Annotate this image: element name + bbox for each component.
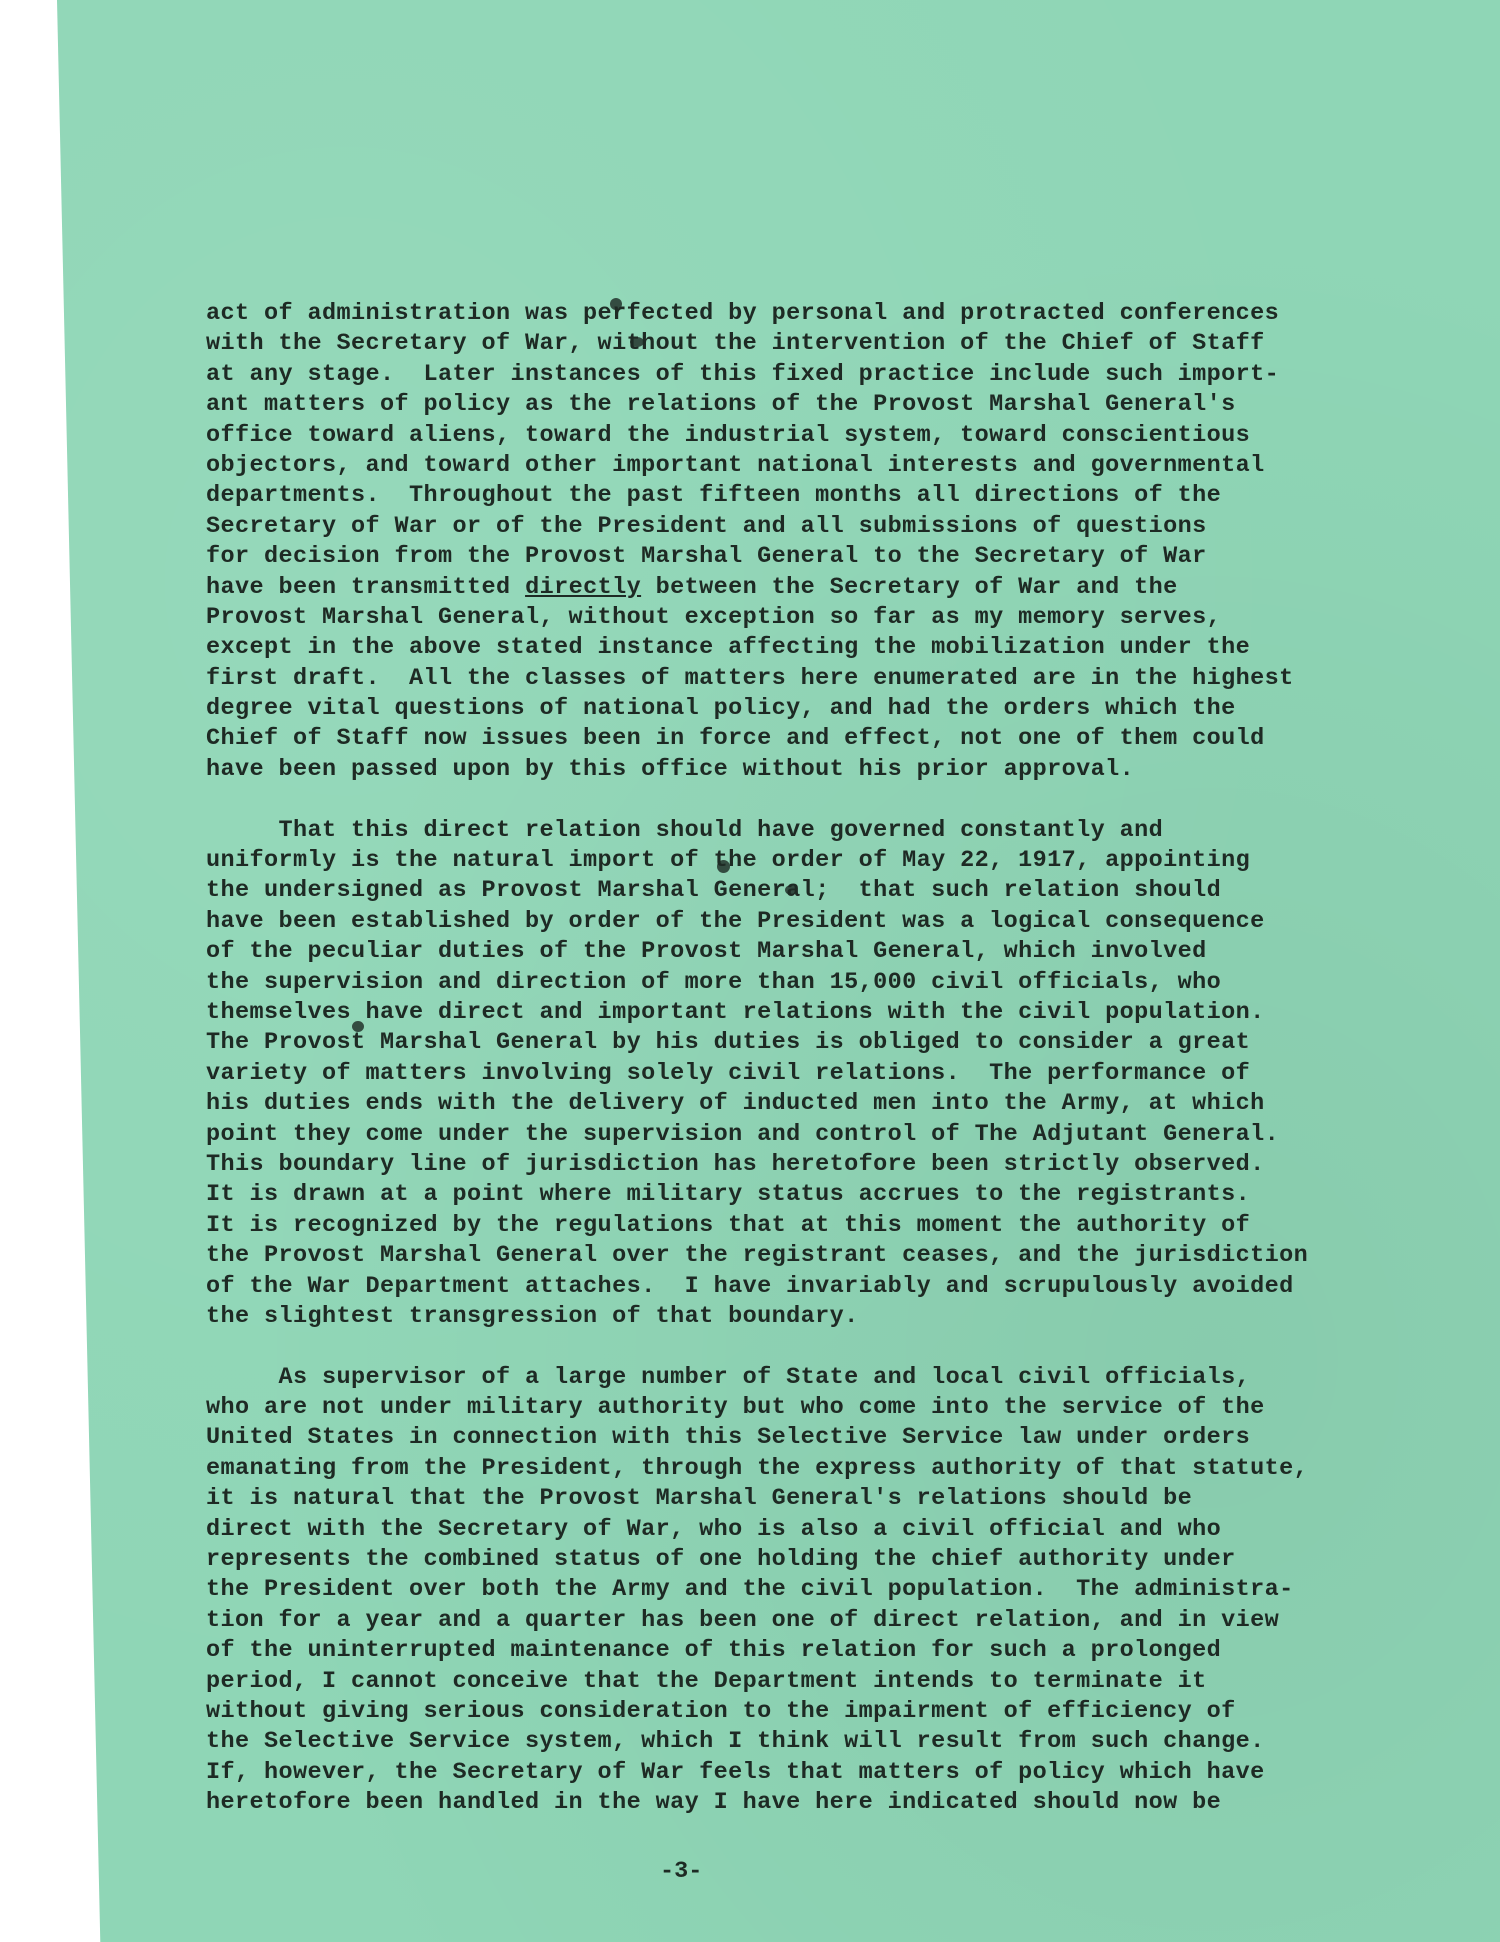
text-line: of the uninterrupted maintenance of this relation for such a prolonged <box>206 1637 1222 1665</box>
text-line: Chief of Staff now issues been in force and effect, not one of them could <box>206 725 1265 753</box>
text-line: departments. Throughout the past fifteen months all directions of the <box>206 482 1222 510</box>
text-line: This boundary line of jurisdiction has heretofore been strictly observed. <box>206 1150 1265 1178</box>
text-line: first draft. All the classes of matters here enumerated are in the highest <box>206 664 1294 692</box>
text-line: themselves have direct and important relations with the civil population. <box>206 998 1265 1026</box>
text-line: have been passed upon by this office without his prior approval. <box>206 755 1135 783</box>
text-line: ant matters of policy as the relations of the Provost Marshal General's <box>206 391 1236 419</box>
text-line: who are not under military authority but who come into the service of the <box>206 1394 1265 1422</box>
text-line: at any stage. Later instances of this fixed practice include such import- <box>206 360 1280 388</box>
text-line: variety of matters involving solely civil relations. The performance of <box>206 1059 1251 1087</box>
text-line: It is recognized by the regulations that at this moment the authority of <box>206 1211 1251 1239</box>
text-line: degree vital questions of national policy, and had the orders which the <box>206 695 1236 723</box>
text-line: the Provost Marshal General over the registrant ceases, and the jurisdiction <box>206 1242 1309 1270</box>
text-line: his duties ends with the delivery of inducted men into the Army, at which <box>206 1090 1265 1118</box>
text-line: As supervisor of a large number of State and local civil officials, <box>206 1363 1251 1391</box>
text-line: Secretary of War or of the President and all submissions of questions <box>206 512 1207 540</box>
text-line: the supervision and direction of more than 15,000 civil officials, who <box>206 968 1222 996</box>
text-line: of the peculiar duties of the Provost Marshal General, which involved <box>206 938 1207 966</box>
text-line: the slightest transgression of that boundary. <box>206 1302 859 1330</box>
text-line: period, I cannot conceive that the Department intends to terminate it <box>206 1667 1207 1695</box>
text-line: the undersigned as Provost Marshal General; that such relation should <box>206 877 1222 905</box>
text-line: represents the combined status of one holding the chief authority under <box>206 1546 1236 1574</box>
text-line: have been transmitted directly between the Secretary of War and the <box>206 573 1178 601</box>
text-line: it is natural that the Provost Marshal General's relations should be <box>206 1485 1193 1513</box>
paragraph-2 <box>206 816 1376 1333</box>
text-line: If, however, the Secretary of War feels that matters of policy which have <box>206 1758 1265 1786</box>
underlined-word: directly <box>525 573 642 601</box>
text-line: without giving serious consideration to the impairment of efficiency of <box>206 1697 1236 1725</box>
text-line: office toward aliens, toward the industrial system, toward conscientious <box>206 421 1251 449</box>
text-line: for decision from the Provost Marshal General to the Secretary of War <box>206 543 1207 571</box>
text-line: point they come under the supervision and control of The Adjutant General. <box>206 1120 1280 1148</box>
text-line: of the War Department attaches. I have invariably and scrupulously avoided <box>206 1272 1294 1300</box>
text-line: the President over both the Army and the civil population. The administra- <box>206 1576 1294 1604</box>
text-line: emanating from the President, through the express authority of that statute, <box>206 1454 1309 1482</box>
text-line: United States in connection with this Selective Service law under orders <box>206 1424 1251 1452</box>
page-number: -3- <box>660 1858 703 1885</box>
paragraph-3 <box>206 1363 1376 1819</box>
text-line: objectors, and toward other important national interests and governmental <box>206 451 1265 479</box>
text-line: tion for a year and a quarter has been one of direct relation, and in view <box>206 1606 1280 1634</box>
text-line: direct with the Secretary of War, who is also a civil official and who <box>206 1515 1222 1543</box>
text-line: The Provost Marshal General by his duties is obliged to consider a great <box>206 1029 1251 1057</box>
text-line: uniformly is the natural import of the order of May 22, 1917, appointing <box>206 847 1251 875</box>
text-line: except in the above stated instance affecting the mobilization under the <box>206 634 1251 662</box>
text-line: heretofore been handled in the way I have here indicated should now be <box>206 1789 1222 1817</box>
text-line: It is drawn at a point where military status accrues to the registrants. <box>206 1181 1251 1209</box>
text-line: Provost Marshal General, without exception so far as my memory serves, <box>206 603 1222 631</box>
letter-body <box>206 299 1376 1849</box>
text-line: act of administration was perfected by personal and protracted conferences <box>206 300 1280 327</box>
text-line: have been established by order of the President was a logical consequence <box>206 907 1265 935</box>
text-line: the Selective Service system, which I think will result from such change. <box>206 1728 1265 1756</box>
text-line: That this direct relation should have governed constantly and <box>206 816 1164 844</box>
paragraph-1 <box>206 299 1376 785</box>
text-line: with the Secretary of War, without the intervention of the Chief of Staff <box>206 330 1265 358</box>
